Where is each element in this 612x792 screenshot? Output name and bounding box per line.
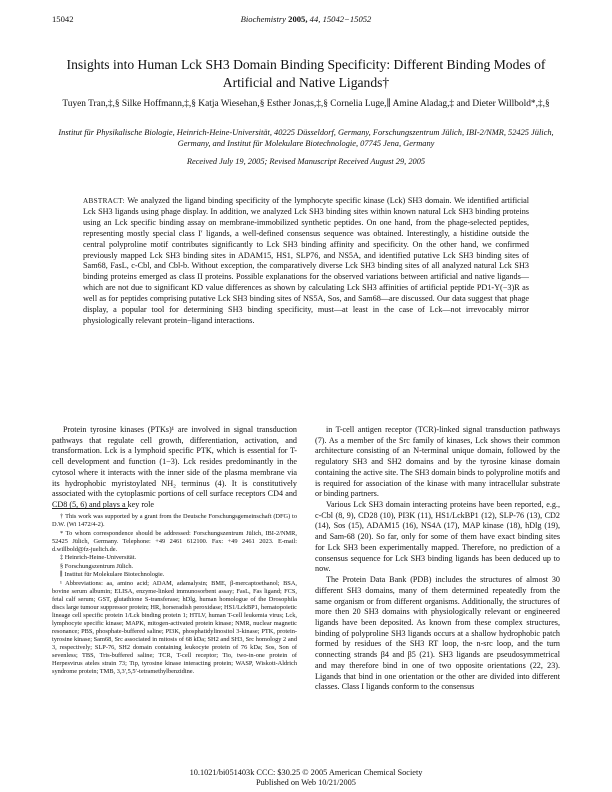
abstract-label: ABSTRACT: — [83, 197, 125, 205]
footnote-affil-1: ‡ Heinrich-Heine-Universität. — [60, 554, 137, 562]
footnotes — [52, 513, 297, 677]
published-date: Published on Web 10/21/2005 — [256, 778, 356, 787]
footnote-correspondence: * To whom correspondence should be addressed: Forschungszentrum Jülich, IBI-2/NMR, 52425 Jülich, Germany. Telephone: +49 2461 612100. Fax: +49 2461 2023. E-mail: d.willbold@fz-juelich.de. — [52, 529, 297, 553]
journal-year: 2005, — [288, 14, 308, 24]
author-list: Tuyen Tran,‡,§ Silke Hoffmann,‡,§ Katja Wiesehan,§ Esther Jonas,‡,§ Cornelia Luge,∥ Amine Aladag,‡ and Dieter Willbold*,‡,§ — [62, 99, 550, 109]
footnote-rule — [52, 508, 128, 509]
journal-citation — [52, 14, 560, 24]
left-column — [52, 425, 297, 511]
running-header — [52, 14, 560, 26]
article-title: Insights into Human Lck SH3 Domain Binding Specificity: Different Binding Modes of Artificial and Native Ligands† — [66, 57, 546, 90]
received-dates: Received July 19, 2005; Revised Manuscript Received August 29, 2005 — [186, 157, 426, 166]
abstract — [83, 196, 529, 327]
footnote-affil-3: ∥ Institut für Molekulare Biotechnologie. — [60, 571, 165, 579]
page-number: 15042 — [52, 14, 74, 24]
footnote-affil-2: § Forschungszentrum Jülich. — [60, 562, 134, 570]
footnote-funding: † This work was supported by a grant from the Deutsche Forschungsgemeinschaft (DFG) to D.W. (Wi 1472/4-2). — [52, 513, 297, 529]
journal-pages: 15042−15052 — [322, 14, 372, 24]
journal-name: Biochemistry — [240, 14, 286, 24]
right-column — [315, 425, 560, 693]
body-paragraph: Various Lck SH3 domain interacting proteins have been reported, e.g., c-Cbl (8, 9), CD28 (10), PI3K (11), HS1/LckBP1 (12), SLP-76 (13), CD2 (14), Sos (15), ADAM15 (16), NS4A (17), MAP kinase (18), hDlg (19), and Sam-68 (20). So far, only for some of them have exact binding sites for Lck SH3 been experimentally mapped. Therefore, no prediction of a consensus sequence for Lck SH3 binding ligands has been deduced up to now. — [315, 500, 560, 574]
doi-line: 10.1021/bi051403k CCC: $30.25 © 2005 American Chemical Society — [189, 768, 423, 777]
body-paragraph: Protein tyrosine kinases (PTKs)¹ are involved in signal transduction pathways that regulate cell growth, differentiation, activation, and transformation. Lck is a lymphoid specific PTK, which is essential for T-cell development and function (1−3). Lck resides predominantly in the cytosol where it interacts with the inner side of the plasma membrane via its hydrophobic myristoylated NH₂ terminus (4). It is constitutively associated with the cytoplasmic portions of cell surface receptors CD4 and CD8 (5, 6) and plays a key role — [52, 425, 297, 510]
abstract-text: We analyzed the ligand binding specificity of the lymphocyte specific kinase (Lck) SH3 domain. We identified artificial Lck SH3 ligands using phage display. In addition, we analyzed Lck SH3 binding sites within known natural Lck SH3 binding proteins using an Lck specific binding assay on membrane-immobilized synthetic peptides. On one hand, from the phage-selected peptides, representing mostly special class I′ ligands, a well-defined consensus sequence was obtained. Interestingly, a histidine outside the central polyproline motif contributes significantly to Lck SH3 binding affinity and specificity. On the other hand, we confirmed previously mapped Lck SH3 binding sites in ADAM15, HS1, SLP76, and NS5A, and identified putative Lck SH3 binding sites of Sam68, FasL, c-Cbl, and Cbl-b. Without exception, the comparatively diverse Lck SH3 binding sites of all analyzed natural Lck SH3 binding proteins emerged as class II proteins. Possible explanations for the observed variations between artificial and native ligands—which are not due to significant KD value differences as shown by calculating Lck SH3 affinities of artificial peptide PD1-Y(−3)R as well as for peptides comprising putative Lck SH3 binding sites of NS5A, Sos, and Sam68—are discussed. Our data suggest that phage display, a popular tool for determining SH3 binding specificity, must—at least in the case of Lck—not irrevocably mirror physiologically relevant protein−ligand interactions. — [83, 196, 529, 325]
affiliations: Institut für Physikalische Biologie, Heinrich-Heine-Universität, 40225 Düsseldorf, Germany, Forschungszentrum Jülich, IBI-2/NMR, 52425 Jülich, Germany, and Institut für Molekulare Biotechnologie, 07745 Jena, Germany — [58, 128, 554, 148]
journal-volume: 44, — [309, 14, 321, 24]
footnote-abbreviations: ¹ Abbreviations: aa, amino acid; ADAM, adamalysin; BME, β-mercaptoethanol; BSA, bovine serum albumin; ELISA, enzyme-linked immunosorbent assay; FasL, Fas ligand; FCS, fetal calf serum; GST, glutathione S-transferase; hDlg, human homologue of the Drosophila discs large tumour suppressor protein; HR, horseradish peroxidase; HS1/LckBP1, hematopoietic lineage cell specific protein 1/Lck binding protein 1; HTLV, human T-cell leukemia virus; Lck, lymphocyte specific kinase; MAPK, mitogen-activated protein kinase; NMR, nuclear magnetic resonance; PBS, phosphate-buffered saline; PI3K, phosphatidylinositol 3-kinase; PTK, protein-tyrosine kinase; Sam68, Src associated in mitosis of 68 kDa; SH2 and SH3, Src homology 2 and 3, respectively; SLP-76, SH2 domain containing leukocyte protein of 76 kDa; Sos, Son of sevenless; TBS, Tris-buffered saline; TCR, T-cell receptor; Tio, two-in-one protein of Herpesvirus ateles strain 73; Tip, tyrosine kinase interacting protein; WASP, Wiskott-Aldrich syndrome protein; TMB, 3,3′,5,5′-tetramethylbenzidine. — [52, 579, 297, 676]
page-footer — [52, 768, 560, 788]
body-paragraph: The Protein Data Bank (PDB) includes the structures of almost 30 different SH3 domains, many of them determined repeatedly from the same organism or from different organisms. Additionally, the structures of more then 20 SH3 domains with physiologically relevant or engineered ligands have been deposited. As known from these complex structures, binding of polyproline SH3 ligands occurs at a shallow hydrophobic patch formed by residues of the SH3 RT loop, the n-src loop, and the turn connecting strands β4 and β5 (21). SH3 ligands are pseudosymmetrical and may therefore bind in one of two opposite orientations (22, 23). Ligands that bind in one orientation or the other are divided into different classes. Class I ligands conform to the consensus — [315, 575, 560, 692]
body-paragraph: in T-cell antigen receptor (TCR)-linked signal transduction pathways (7). As a member of the Src family of kinases, Lck shows their common architecture consisting of an N-terminal unique domain, followed by the regulatory SH3 and SH2 domains and by the tyrosine kinase domain containing the active site. The SH3 domain binds to polyproline motifs and is required for association of the kinase with many intracellular substrate or binding partners. — [315, 425, 560, 499]
